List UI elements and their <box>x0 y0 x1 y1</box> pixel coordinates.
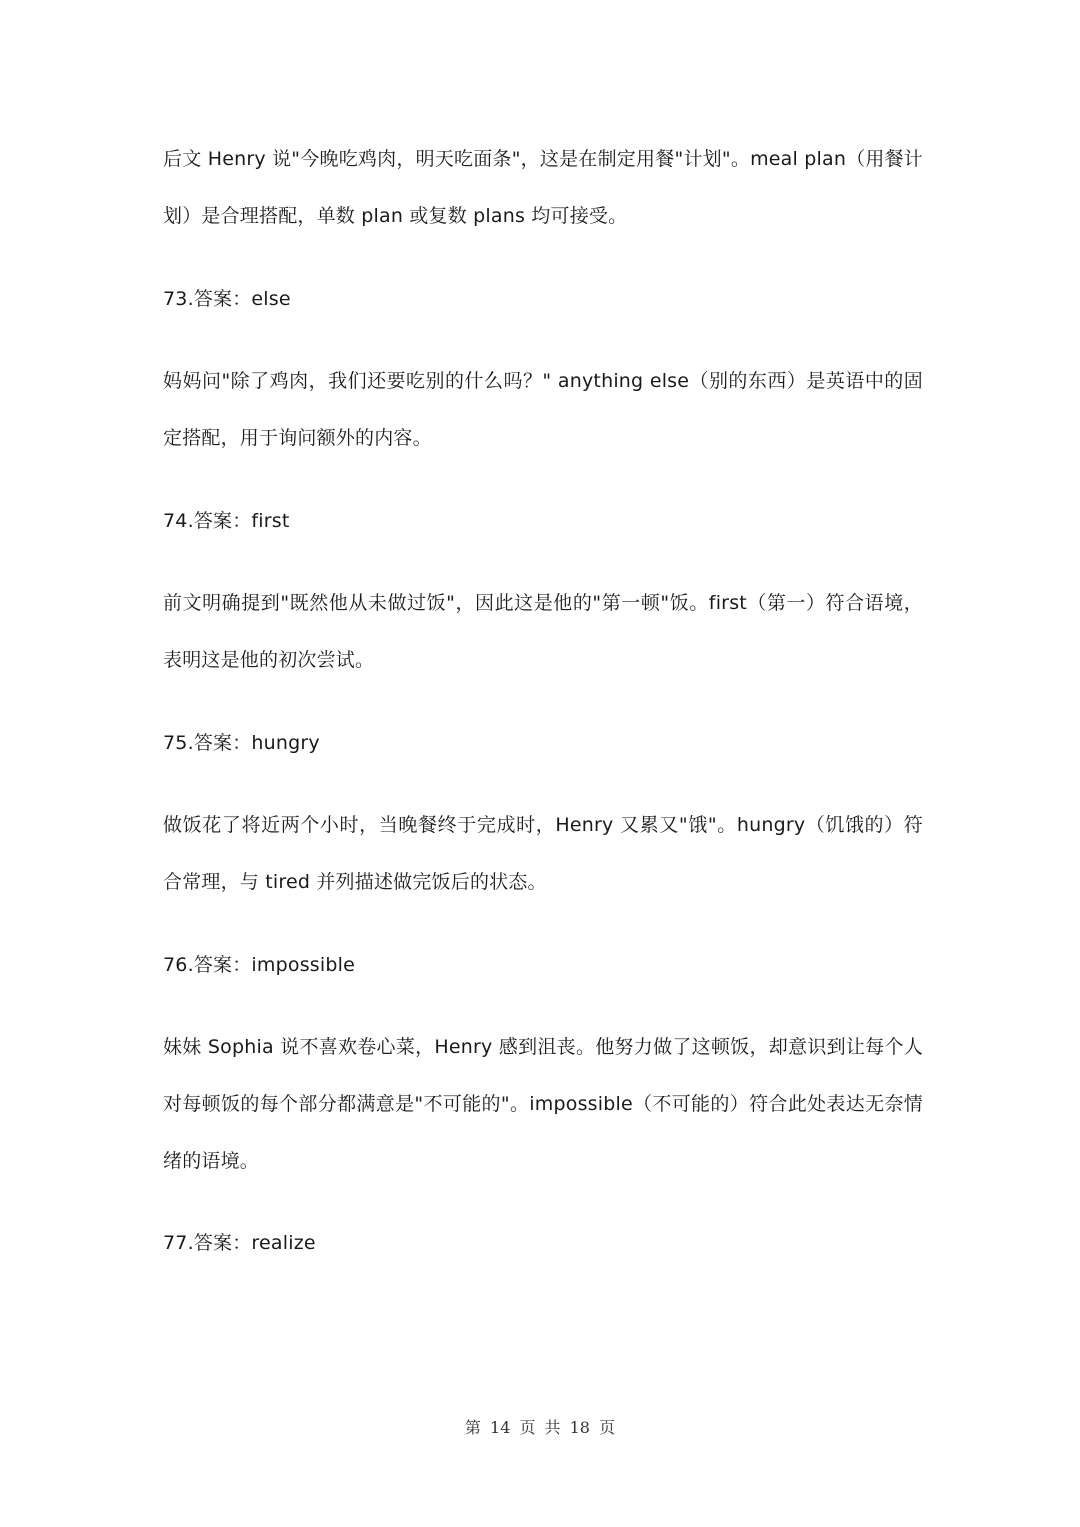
explanation-paragraph-73: 妈妈问"除了鸡肉，我们还要吃别的什么吗？" anything else（别的东西）是英语中的固定搭配，用于询问额外的内容。 <box>163 370 923 449</box>
answer-line-76: 76.答案：impossible <box>163 954 355 976</box>
explanation-paragraph-72: 后文 Henry 说"今晚吃鸡肉，明天吃面条"，这是在制定用餐"计划"。meal plan（用餐计划）是合理搭配，单数 plan 或复数 plans 均可接受。 <box>163 148 923 227</box>
answer-line-75: 75.答案：hungry <box>163 732 320 754</box>
answer-line-73: 73.答案：else <box>163 288 291 310</box>
answer-line-74: 74.答案：first <box>163 510 290 532</box>
explanation-paragraph-74: 前文明确提到"既然他从未做过饭"，因此这是他的"第一顿"饭。first（第一）符合语境，表明这是他的初次尝试。 <box>163 592 923 671</box>
explanation-paragraph-75: 做饭花了将近两个小时，当晚餐终于完成时，Henry 又累又"饿"。hungry（饥饿的）符合常理，与 tired 并列描述做完饭后的状态。 <box>163 814 923 893</box>
answer-line-77: 77.答案：realize <box>163 1232 316 1254</box>
explanation-paragraph-76: 妹妹 Sophia 说不喜欢卷心菜，Henry 感到沮丧。他努力做了这顿饭，却意识到让每个人对每顿饭的每个部分都满意是"不可能的"。impossible（不可能的）符合此处表达无奈情绪的语境。 <box>163 1036 923 1172</box>
page-number-footer: 第 14 页 共 18 页 <box>464 1418 616 1437</box>
